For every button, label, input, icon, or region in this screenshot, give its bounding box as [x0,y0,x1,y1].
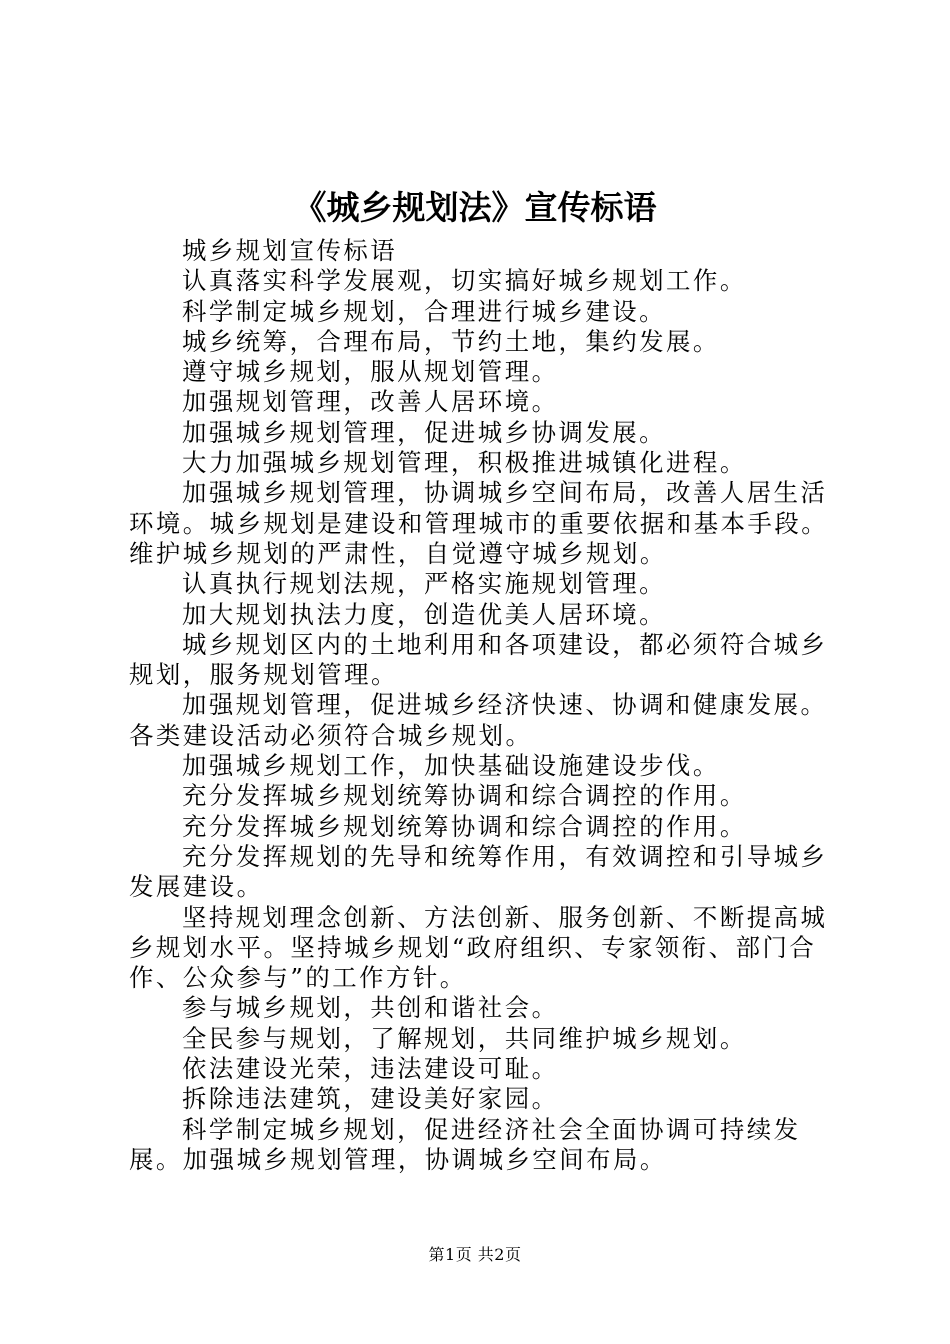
paragraph: 大力加强城乡规划管理，积极推进城镇化进程。 [182,448,747,478]
paragraph: 城乡统筹，合理布局，节约土地，集约发展。 [182,326,720,356]
paragraph: 认真执行规划法规，严格实施规划管理。 [182,569,667,599]
paragraph: 加强规划管理，促进城乡经济快速、协调和健康发展。各类建设活动必须符合城乡规划。 [129,690,828,750]
paragraph: 坚持规划理念创新、方法创新、服务创新、不断提高城乡规划水平。坚持城乡规划“政府组织、专家领衔、部门合作、公众参与”的工作方针。 [129,902,828,993]
paragraph: 城乡规划区内的土地利用和各项建设，都必须符合城乡规划，服务规划管理。 [129,629,828,690]
paragraph: 科学制定城乡规划，合理进行城乡建设。 [182,296,667,326]
paragraph: 参与城乡规划，共创和谐社会。 [182,993,559,1023]
paragraph: 加大规划执法力度，创造优美人居环境。 [182,599,667,629]
paragraph: 科学制定城乡规划，促进经济社会全面协调可持续发展。加强城乡规划管理，协调城乡空间布局。 [129,1114,801,1174]
paragraph: 加强城乡规划工作，加快基础设施建设步伐。 [182,751,720,781]
paragraph: 加强城乡规划管理，协调城乡空间布局，改善人居生活环境。城乡规划是建设和管理城市的重要依据和基本手段。维护城乡规划的严肃性，自觉遵守城乡规划。 [129,478,829,568]
paragraph: 拆除违法建筑，建设美好家园。 [182,1084,559,1114]
paragraph: 城乡规划宣传标语 [182,236,398,265]
paragraph: 充分发挥城乡规划统筹协调和综合调控的作用。 [182,781,747,811]
paragraph: 全民参与规划，了解规划，共同维护城乡规划。 [182,1023,747,1053]
paragraph: 充分发挥城乡规划统筹协调和综合调控的作用。 [182,811,747,841]
paragraph: 遵守城乡规划，服从规划管理。 [182,357,559,387]
paragraph: 认真落实科学发展观，切实搞好城乡规划工作。 [182,266,747,296]
paragraph: 依法建设光荣，违法建设可耻。 [182,1054,559,1084]
document-title: 《城乡规划法》宣传标语 [293,188,657,227]
paragraph: 加强规划管理，改善人居环境。 [182,387,559,417]
document-body [129,236,837,1175]
paragraph: 充分发挥规划的先导和统筹作用，有效调控和引导城乡发展建设。 [129,841,828,902]
page-footer: 第1页 共2页 [428,1245,522,1264]
paragraph: 加强城乡规划管理，促进城乡协调发展。 [182,417,667,447]
